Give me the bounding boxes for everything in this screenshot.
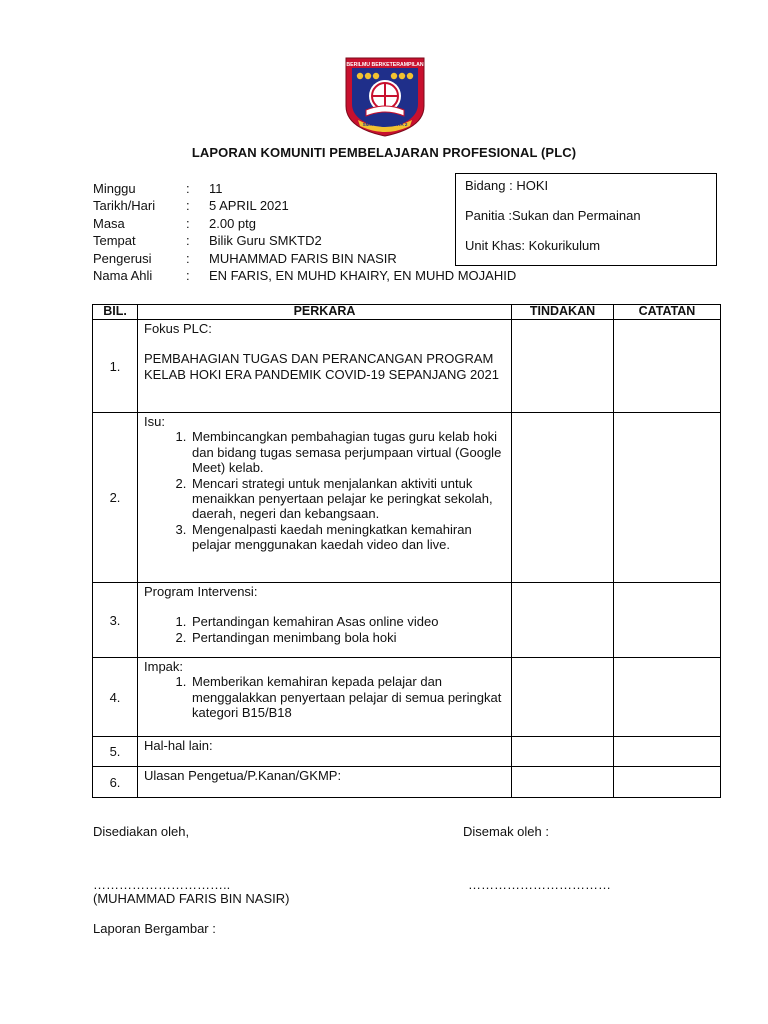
catatan-cell (614, 767, 721, 798)
catatan-cell (614, 737, 721, 767)
info-label: Minggu (93, 181, 136, 196)
info-value: MUHAMMAD FARIS BIN NASIR (209, 250, 397, 266)
list-item: 2. Pertandingan menimbang bola hoki (190, 630, 505, 645)
row-perkara (138, 413, 512, 583)
prepared-by-label: Disediakan oleh, (93, 824, 190, 839)
info-colon: : (186, 215, 190, 231)
row-heading: Fokus PLC: (144, 321, 212, 336)
report-title: LAPORAN KOMUNITI PEMBELAJARAN PROFESIONAL (PLC) (191, 145, 577, 160)
info-value: 5 APRIL 2021 (209, 198, 289, 214)
tindakan-cell (512, 658, 614, 737)
impact-list (144, 674, 505, 720)
logo-bottom-text: SMK TAMAN DAYA 2 (362, 122, 408, 127)
catatan-cell (614, 320, 721, 413)
table-row (93, 767, 721, 798)
tindakan-cell (512, 737, 614, 767)
table-row (93, 658, 721, 737)
plc-table (92, 304, 721, 798)
tindakan-cell (512, 413, 614, 583)
header-bil: BIL. (93, 305, 138, 320)
intervention-list (144, 614, 505, 645)
info-colon: : (186, 267, 190, 283)
list-item: 1. Membincangkan pembahagian tugas guru kelab hoki dan bidang tugas semasa perjumpaan virtual (Google Meet) kelab. (190, 429, 505, 475)
row-heading: Impak: (144, 659, 184, 674)
info-value: EN FARIS, EN MUHD KHAIRY, EN MUHD MOJAHID (209, 267, 517, 283)
unit-khas-text: Unit Khas: Kokurikulum (465, 238, 601, 253)
row-perkara (138, 658, 512, 737)
info-value: Bilik Guru SMKTD2 (209, 233, 322, 249)
info-colon: : (186, 233, 190, 249)
reviewed-by-label: Disemak oleh : (463, 824, 549, 839)
preparer-name: (MUHAMMAD FARIS BIN NASIR) (93, 891, 290, 906)
signature-line-left: ………………………….. (93, 877, 231, 892)
table-header-row (93, 305, 721, 320)
row-heading: Ulasan Pengetua/P.Kanan/GKMP: (144, 768, 342, 783)
info-label: Masa (93, 215, 125, 231)
row-perkara (138, 320, 512, 413)
catatan-cell (614, 583, 721, 658)
school-crest-logo (344, 54, 426, 138)
header-catatan: CATATAN (614, 305, 721, 320)
row-perkara (138, 583, 512, 658)
info-value: 11 (209, 181, 223, 196)
row-heading: Hal-hal lain: (144, 738, 213, 753)
info-colon: : (186, 181, 190, 196)
row-number: 6. (93, 767, 138, 798)
list-item: 1. Memberikan kemahiran kepada pelajar dan menggalakkan penyertaan pelajar di semua peringkat kategori B15/B18 (190, 674, 505, 720)
list-item: 1. Pertandingan kemahiran Asas online video (190, 614, 505, 629)
table-row (93, 737, 721, 767)
row-number: 1. (93, 320, 138, 413)
list-item: 3. Mengenalpasti kaedah meningkatkan kemahiran pelajar menggunakan kaedah video dan live. (190, 522, 505, 553)
tindakan-cell (512, 583, 614, 658)
info-label: Nama Ahli (93, 267, 153, 283)
table-row (93, 583, 721, 658)
panitia-text: Panitia :Sukan dan Permainan (465, 208, 641, 223)
row-perkara (138, 767, 512, 798)
bidang-text: Bidang : HOKI (465, 178, 549, 193)
row-heading: Program Intervensi: (144, 584, 258, 599)
catatan-cell (614, 413, 721, 583)
header-perkara: PERKARA (138, 305, 512, 320)
signature-line-right: …………………………… (468, 877, 611, 892)
info-label: Tarikh/Hari (93, 198, 156, 214)
header-tindakan: TINDAKAN (512, 305, 614, 320)
issue-list (144, 429, 505, 552)
tindakan-cell (512, 320, 614, 413)
row-number: 3. (93, 583, 138, 658)
catatan-cell (614, 658, 721, 737)
info-label: Pengerusi (93, 250, 152, 266)
info-colon: : (186, 250, 190, 266)
list-item: 2. Mencari strategi untuk menjalankan aktiviti untuk menaikkan penyertaan pelajar ke peringkat sekolah, daerah, negeri dan kebangsaan. (190, 476, 505, 522)
row-heading: Isu: (144, 414, 165, 429)
bidang-box (455, 173, 717, 266)
photo-report-label: Laporan Bergambar : (93, 921, 216, 936)
logo-top-text: BERILMU BERKETERAMPILAN (346, 62, 424, 68)
row-number: 4. (93, 658, 138, 737)
table-row (93, 320, 721, 413)
info-value: 2.00 ptg (209, 215, 256, 231)
info-colon: : (186, 198, 190, 214)
row-number: 2. (93, 413, 138, 583)
info-label: Tempat (93, 233, 136, 249)
row-body: PEMBAHAGIAN TUGAS DAN PERANCANGAN PROGRAM KELAB HOKI ERA PANDEMIK COVID-19 SEPANJANG 2021 (144, 351, 499, 382)
table-row (93, 413, 721, 583)
tindakan-cell (512, 767, 614, 798)
row-perkara (138, 737, 512, 767)
row-number: 5. (93, 737, 138, 767)
